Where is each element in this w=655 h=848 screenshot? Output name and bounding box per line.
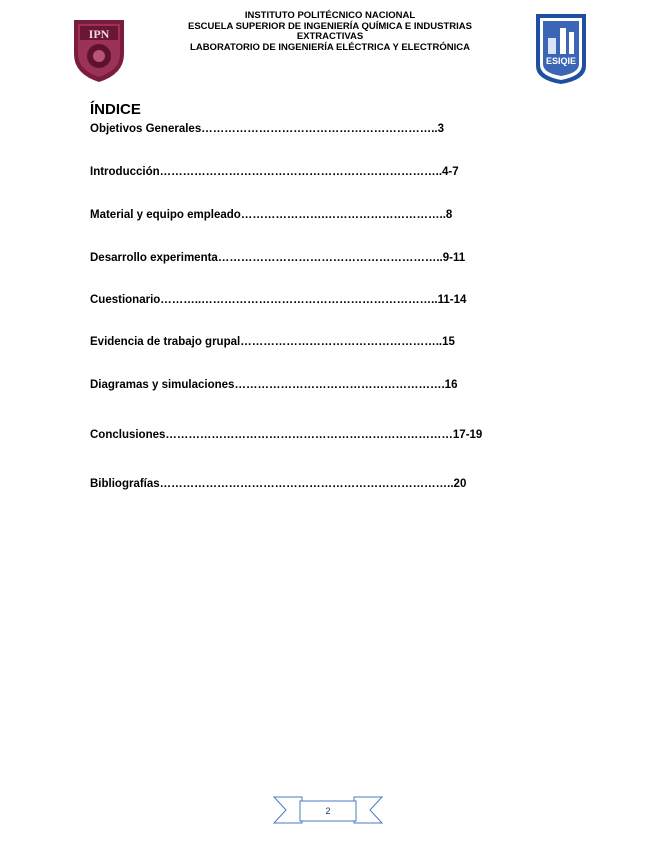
- toc-entry-label: Diagramas y simulaciones: [90, 379, 235, 391]
- toc-entry: [90, 477, 466, 491]
- toc-entry-leader: ……………………………………………………..: [201, 123, 438, 135]
- header-line-lab: LABORATORIO DE INGENIERÍA ELÉCTRICA Y ELECTRÓNICA: [190, 41, 470, 53]
- toc-entry-leader: ………..……………………………………………………..: [160, 294, 438, 306]
- toc-entry-label: Introducción: [90, 166, 160, 178]
- toc-entry-page: 15: [442, 336, 455, 348]
- toc-entry-page: 20: [453, 478, 467, 490]
- toc-entry-leader: ……………………………………………….: [234, 379, 445, 391]
- toc-entry-label: Desarrollo experimenta: [90, 252, 218, 264]
- toc-entry: [90, 251, 465, 265]
- page-number: 2: [325, 806, 331, 816]
- toc-entry: [90, 293, 466, 307]
- ipn-logo-text: IPN: [88, 27, 110, 41]
- header-line-institution: INSTITUTO POLITÉCNICO NACIONAL: [244, 10, 416, 21]
- toc-entry-leader: ………………………………………………………………..: [159, 166, 443, 178]
- toc-entry-page: 17-19: [452, 429, 483, 441]
- index-title: ÍNDICE: [90, 101, 141, 118]
- toc-entry: [90, 378, 457, 392]
- toc-entry-label: Objetivos Generales: [90, 123, 202, 135]
- toc-entry-label: Bibliografías: [90, 478, 160, 490]
- document-header: [150, 11, 510, 53]
- toc-entry-leader: …………………………………………………………………: [165, 429, 453, 441]
- ipn-logo: [68, 14, 130, 84]
- toc-entry: [90, 165, 459, 179]
- toc-entry-label: Cuestionario: [90, 294, 161, 306]
- toc-entry-label: Conclusiones: [90, 429, 166, 441]
- toc-entry: [90, 428, 482, 442]
- toc-entry-leader: …………………………………………………..: [217, 252, 443, 264]
- toc-entry: [90, 122, 444, 136]
- header-line-school-cont: EXTRACTIVAS: [296, 31, 364, 42]
- toc-entry-page: 4-7: [442, 166, 459, 178]
- esiqie-logo: [532, 10, 590, 86]
- toc-entry-leader: ………………….………………………….: [240, 209, 443, 221]
- toc-entry-page: 9-11: [442, 252, 466, 264]
- toc-entry-label: Evidencia de trabajo grupal: [90, 336, 241, 348]
- toc-entry-label: Material y equipo empleado: [90, 209, 241, 221]
- esiqie-logo-text: ESIQIE: [545, 56, 577, 66]
- toc-entry-page: 11-14: [437, 294, 467, 306]
- toc-entry-page: 3: [437, 123, 445, 135]
- toc-entry-leader: …………………………………………………………………..: [159, 478, 454, 490]
- toc-entry-leader: ……………………………………………..: [240, 336, 443, 348]
- header-line-school: ESCUELA SUPERIOR DE INGENIERÍA QUÍMICA E INDUSTRIAS: [188, 20, 472, 32]
- toc-entry: [90, 335, 455, 349]
- toc-entry: [90, 208, 452, 222]
- toc-entry-page: .8: [442, 209, 453, 221]
- toc-entry-page: 16: [444, 379, 458, 391]
